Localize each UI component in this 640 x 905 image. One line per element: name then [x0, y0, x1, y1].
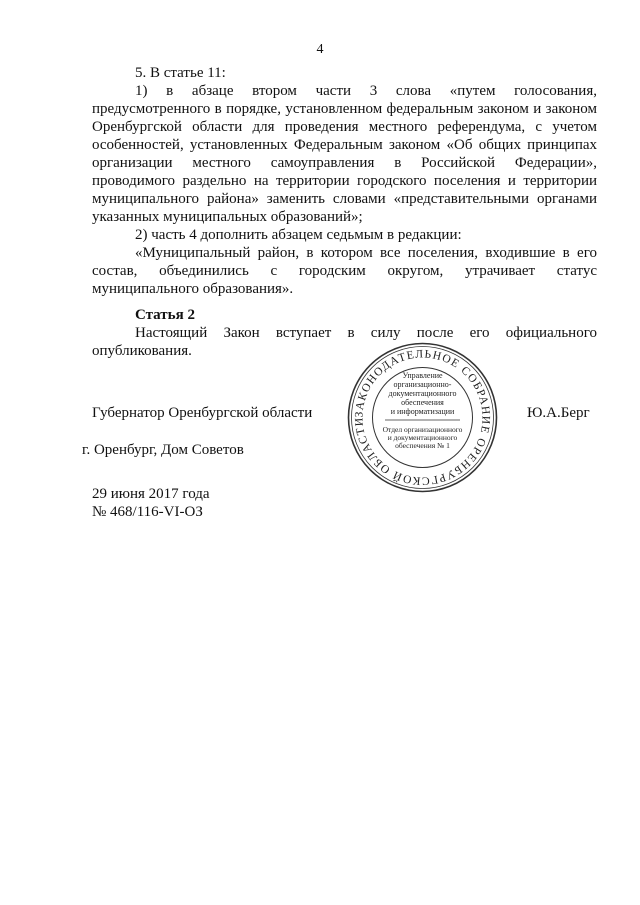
seal-center-line-3: документационного [388, 389, 457, 398]
item5-heading: 5. В статье 11: [135, 65, 226, 81]
svg-text:ЗАКОНОДАТЕЛЬНОЕ СОБРАНИЕ ОРЕНБ [353, 348, 491, 486]
seal-center-line-2: организационно- [393, 380, 452, 389]
seal-outer-ring-text: ЗАКОНОДАТЕЛЬНОЕ СОБРАНИЕ ОРЕНБУРГСКОЙ ОБЛАСТИ [353, 348, 492, 487]
law-number: № 468/116-VI-ОЗ [92, 504, 203, 520]
article2-text: Настоящий Закон вступает в силу после его официального опубликования. [92, 325, 597, 359]
item5-quote: «Муниципальный район, в котором все поселения, входившие в его состав, объединились с городским округом, утрачивает статус муниципального образования». [92, 245, 597, 297]
seal-bottom-line-3: обеспечения № 1 [395, 441, 450, 450]
official-seal [345, 340, 500, 495]
signing-place: г. Оренбург, Дом Советов [82, 442, 244, 458]
seal-center-line-4: обеспечения [401, 398, 444, 407]
governor-title: Губернатор Оренбургской области [92, 405, 313, 421]
seal-center-line-1: Управление [402, 371, 443, 380]
seal-center-line-5: и информатизации [390, 407, 455, 416]
item5-paragraph-2: 2) часть 4 дополнить абзацем седьмым в редакции: [135, 227, 462, 243]
article2-title: Статья 2 [135, 307, 195, 323]
page-number: 4 [316, 42, 324, 57]
governor-name: Ю.А.Берг [527, 405, 590, 421]
seal-bottom-line-2: и документационного [387, 433, 458, 442]
seal-bottom-line-1: Отдел организационного [382, 425, 463, 434]
item5-paragraph-1: 1) в абзаце втором части 3 слова «путем голосования, предусмотренного в порядке, установленном федеральным законом и законом Оренбургской области для проведения местного референдума, с учетом особенностей, установленных Федеральным законом «Об общих принципах организации местного самоуправления в Российской Федерации», проводимого раздельно на территории городского поселения и территории муниципального района» заменить словами «представительными органами указанных муниципальных образований»; [92, 83, 597, 225]
signing-date: 29 июня 2017 года [92, 486, 210, 502]
